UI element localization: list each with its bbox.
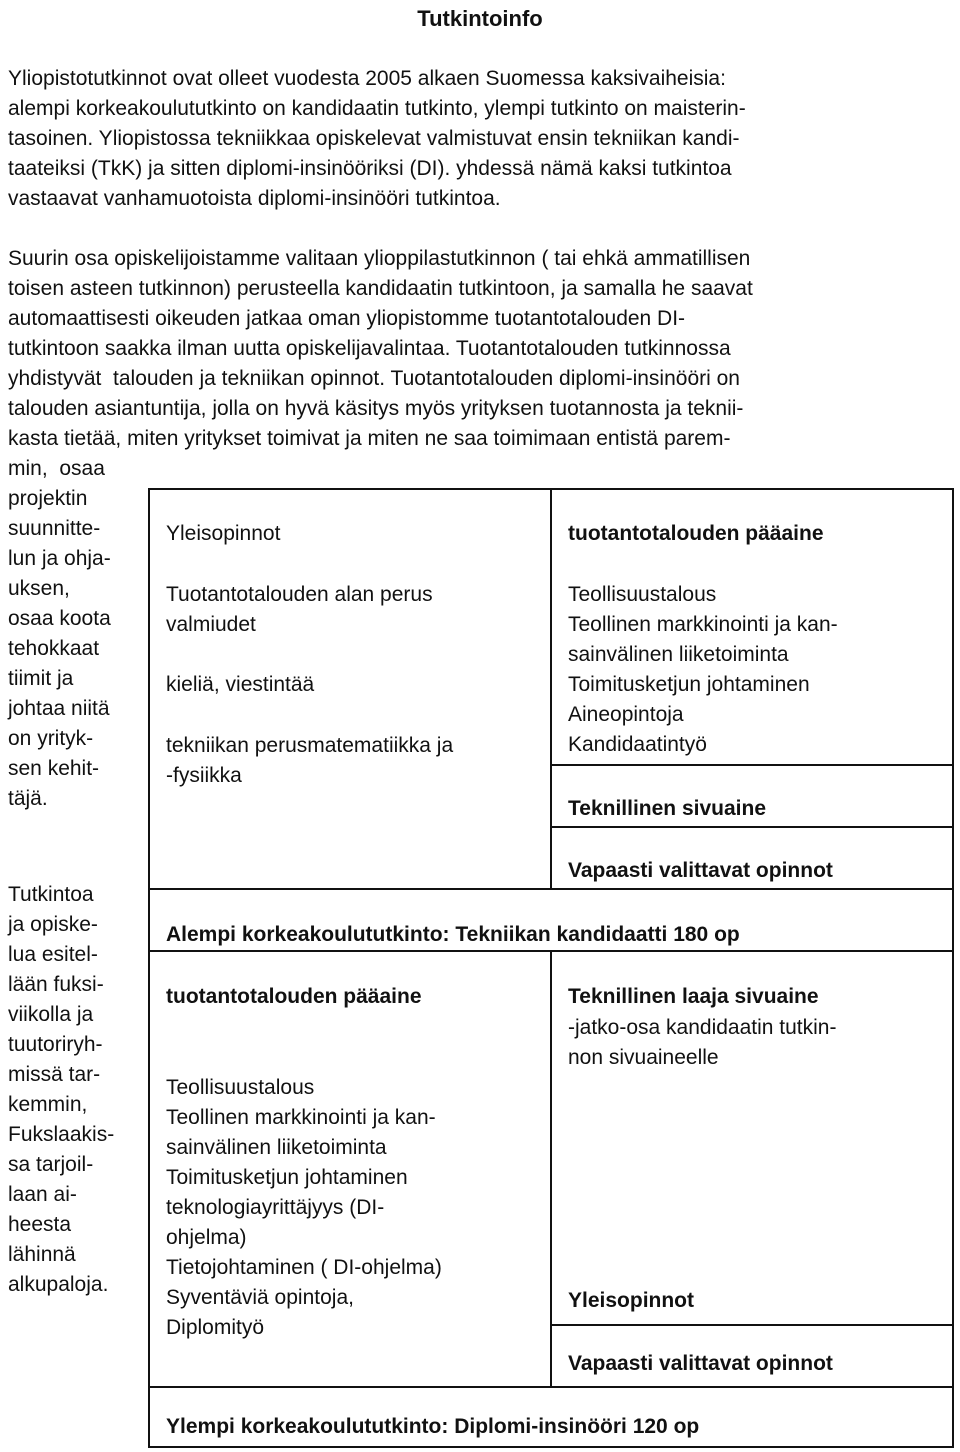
- body-line: Suurin osa opiskelijoistamme valitaan ylioppilastutkinnon ( tai ehkä ammatillisen: [8, 247, 751, 270]
- table-line: [550, 1324, 954, 1326]
- sidebar-line: kemmin,: [8, 1093, 88, 1116]
- intro-line: alempi korkeakoulututkinto on kandidaatin tutkinto, ylempi tutkinto on maisterin-: [8, 97, 746, 120]
- sidebar-line: sen kehit-: [8, 757, 100, 780]
- sidebar-line: uksen,: [8, 577, 70, 600]
- sidebar-line: laan ai-: [8, 1183, 77, 1206]
- master-general: Yleisopinnot: [568, 1289, 694, 1312]
- sidebar-line: lun ja ohja-: [8, 547, 111, 570]
- sidebar-line: on yrityk-: [8, 727, 94, 750]
- sidebar-line: tuutoriryh-: [8, 1033, 103, 1056]
- intro-line: Yliopistotutkinnot ovat olleet vuodesta 2005 alkaen Suomessa kaksivaiheisia:: [8, 67, 726, 90]
- sidebar-line: tehokkaat: [8, 637, 100, 660]
- sidebar-line: lähinnä: [8, 1243, 76, 1266]
- sidebar-line: täjä.: [8, 787, 48, 810]
- sidebar-line: missä tar-: [8, 1063, 101, 1086]
- bachelor-general-heading: Yleisopinnot: [166, 522, 281, 545]
- body-line: yhdistyvät talouden ja tekniikan opinnot. Tuotantotalouden diplomi-insinööri on: [8, 367, 740, 390]
- sidebar-text-top: [8, 484, 148, 814]
- body-line: automaattisesti oikeuden jatkaa oman yliopistomme tuotantotalouden DI-: [8, 307, 686, 330]
- sidebar-line: Tutkintoa: [8, 883, 94, 906]
- body-line: talouden asiantuntija, jolla on hyvä käsitys myös yrityksen tuotannosta ja teknii-: [8, 397, 744, 420]
- bachelor-major-items: Teollisuustalous Teollinen markkinointi ja kan- sainvälinen liiketoiminta Toimitusketjun johtaminen Aineopintoja Kandidaatintyö: [568, 583, 838, 756]
- sidebar-line: sa tarjoil-: [8, 1153, 94, 1176]
- sidebar-line: ja opiske-: [8, 913, 98, 936]
- bachelor-minor: Teknillinen sivuaine: [568, 797, 767, 820]
- bachelor-major-heading: tuotantotalouden pääaine: [568, 522, 824, 545]
- table-line: [550, 764, 954, 766]
- body-paragraph: [8, 244, 953, 484]
- bachelor-degree-footer: Alempi korkeakoulututkinto: Tekniikan kandidaatti 180 op: [166, 923, 740, 946]
- master-wide-minor-text: -jatko-osa kandidaatin tutkin- non sivuaineelle: [568, 1016, 837, 1069]
- body-line: min, osaa: [8, 457, 105, 480]
- master-degree-footer: Ylempi korkeakoulututkinto: Diplomi-insinööri 120 op: [166, 1415, 700, 1438]
- table-line: [148, 1386, 954, 1388]
- master-electives: Vapaasti valittavat opinnot: [568, 1352, 833, 1375]
- sidebar-line: heesta: [8, 1213, 72, 1236]
- sidebar-line: alkupaloja.: [8, 1273, 109, 1296]
- intro-line: vastaavat vanhamuotoista diplomi-insinööri tutkintoa.: [8, 187, 501, 210]
- body-line: tutkintoon saakka ilman uutta opiskelijavalintaa. Tuotantotalouden tutkinnossa: [8, 337, 731, 360]
- table-divider-lower: [550, 950, 552, 1386]
- table-line: [148, 888, 954, 890]
- sidebar-line: osaa koota: [8, 607, 111, 630]
- intro-line: taateiksi (TkK) ja sitten diplomi-insinööriksi (DI). yhdessä nämä kaksi tutkintoa: [8, 157, 732, 180]
- sidebar-line: lään fuksi-: [8, 973, 104, 996]
- page-title: Tutkintoinfo: [417, 6, 543, 31]
- sidebar-line: tiimit ja: [8, 667, 74, 690]
- body-line: toisen asteen tutkinnon) perusteella kandidaatin tutkintoon, ja samalla he saavat: [8, 277, 753, 300]
- master-major-items: Teollisuustalous Teollinen markkinointi ja kan- sainvälinen liiketoiminta Toimitusketjun johtaminen teknologiayrittäjyys (DI- ohjelma) Tietojohtaminen ( DI-ohjelma) Syventäviä opintoja, Diplomityö: [166, 1076, 442, 1339]
- bachelor-general-item: Tuotantotalouden alan perus valmiudet: [166, 583, 433, 636]
- table-line: [550, 826, 954, 828]
- bachelor-electives: Vapaasti valittavat opinnot: [568, 859, 833, 882]
- sidebar-line: suunnitte-: [8, 517, 101, 540]
- sidebar-line: Fukslaakis-: [8, 1123, 115, 1146]
- intro-paragraph: [8, 64, 953, 214]
- master-major-heading: tuotantotalouden pääaine: [166, 985, 422, 1008]
- body-line: kasta tietää, miten yritykset toimivat ja miten ne saa toimimaan entistä parem-: [8, 427, 731, 450]
- sidebar-line: lua esitel-: [8, 943, 98, 966]
- master-wide-minor-heading: Teknillinen laaja sivuaine: [568, 985, 819, 1008]
- sidebar-line: johtaa niitä: [8, 697, 110, 720]
- intro-line: tasoinen. Yliopistossa tekniikkaa opiskelevat valmistuvat ensin tekniikan kandi-: [8, 127, 740, 150]
- table-divider-upper: [550, 488, 552, 888]
- bachelor-general-item: tekniikan perusmatematiikka ja -fysiikka: [166, 734, 454, 787]
- sidebar-line: viikolla ja: [8, 1003, 94, 1026]
- sidebar-line: projektin: [8, 487, 88, 510]
- sidebar-text-bottom: [8, 880, 148, 1300]
- bachelor-general-item: kieliä, viestintää: [166, 673, 315, 696]
